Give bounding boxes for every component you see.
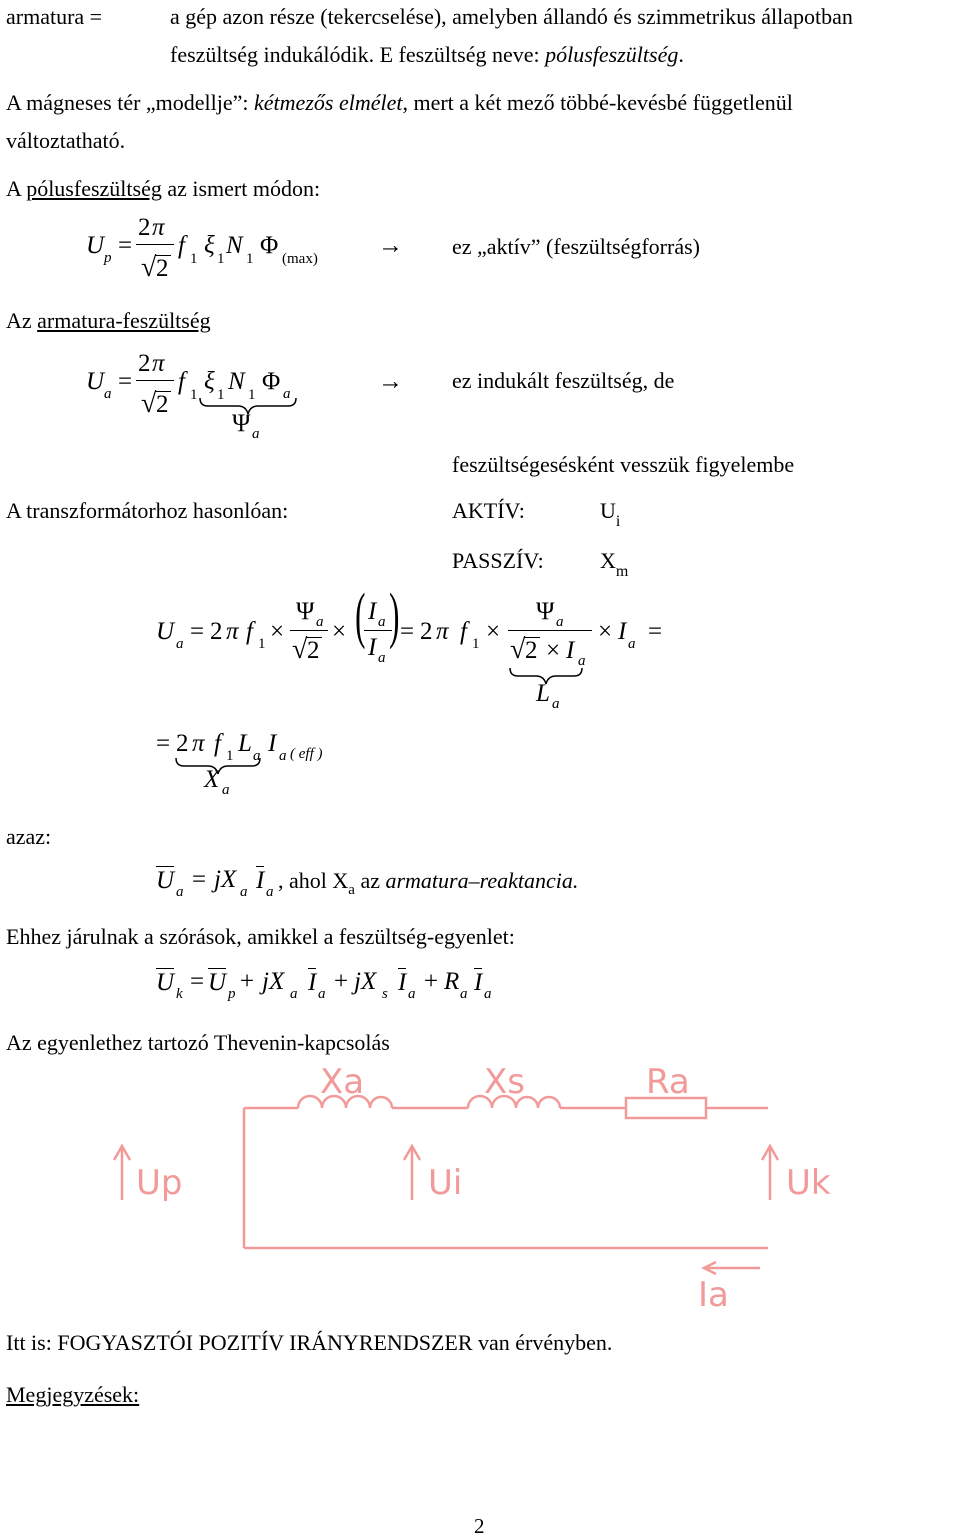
- voltage-drop-comment: feszültségesésként vesszük figyelembe: [452, 452, 795, 477]
- label-uk: Uk: [786, 1163, 831, 1203]
- field-model-line-1: A mágneses tér „modellje”: kétmezős elmélet, mert a két mező többé-kevésbé függetlenül: [6, 90, 793, 115]
- azaz-label: azaz:: [6, 824, 52, 849]
- definition-term: armatura =: [6, 4, 103, 29]
- definition-line-1: a gép azon része (tekercselése), amelyben állandó és szimmetrikus állapotban: [170, 4, 853, 29]
- reactance-definition: , ahol $X_a$ az armatura–reaktancia.: [278, 868, 579, 898]
- label-up: Up: [136, 1163, 183, 1203]
- page-number: 2: [474, 1514, 485, 1538]
- pole-voltage-heading: A pólusfeszültség az ismert módon:: [6, 176, 321, 201]
- sign-convention-text: Itt is: FOGYASZTÓI POZITÍV IRÁNYRENDSZER van érvényben.: [6, 1330, 613, 1355]
- notes-heading: Megjegyzések:: [6, 1382, 140, 1407]
- label-xa: Xa: [320, 1062, 365, 1102]
- induced-voltage-comment: ez indukált feszültség, de: [452, 368, 675, 393]
- armature-voltage-heading: Az armatura-feszültség: [6, 308, 211, 333]
- leakage-text: Ehhez járulnak a szórások, amikkel a feszültség-egyenlet:: [6, 924, 515, 949]
- underbrace-la: [510, 668, 582, 684]
- passive-label: PASSZÍV:: [452, 548, 544, 573]
- underbrace-xa: [176, 758, 260, 774]
- thevenin-heading: Az egyenlethez tartozó Thevenin-kapcsolás: [6, 1030, 390, 1055]
- label-ui: Ui: [428, 1163, 463, 1203]
- label-ra: Ra: [646, 1062, 690, 1102]
- active-symbol: $U_i$: [600, 498, 621, 530]
- label-xs: Xs: [484, 1062, 526, 1102]
- underbrace-psi-a: [200, 398, 296, 414]
- field-model-line-2: változtatható.: [6, 128, 126, 153]
- definition-line-2: feszültség indukálódik. E feszültség neve: pólusfeszültség.: [170, 42, 684, 67]
- active-label: AKTÍV:: [452, 498, 525, 523]
- active-source-comment: ez „aktív” (feszültségforrás): [452, 234, 700, 259]
- passive-symbol: $X_m$: [600, 548, 629, 580]
- label-ia: Ia: [698, 1275, 729, 1315]
- transformer-analogy-text: A transzformátorhoz hasonlóan:: [6, 498, 289, 523]
